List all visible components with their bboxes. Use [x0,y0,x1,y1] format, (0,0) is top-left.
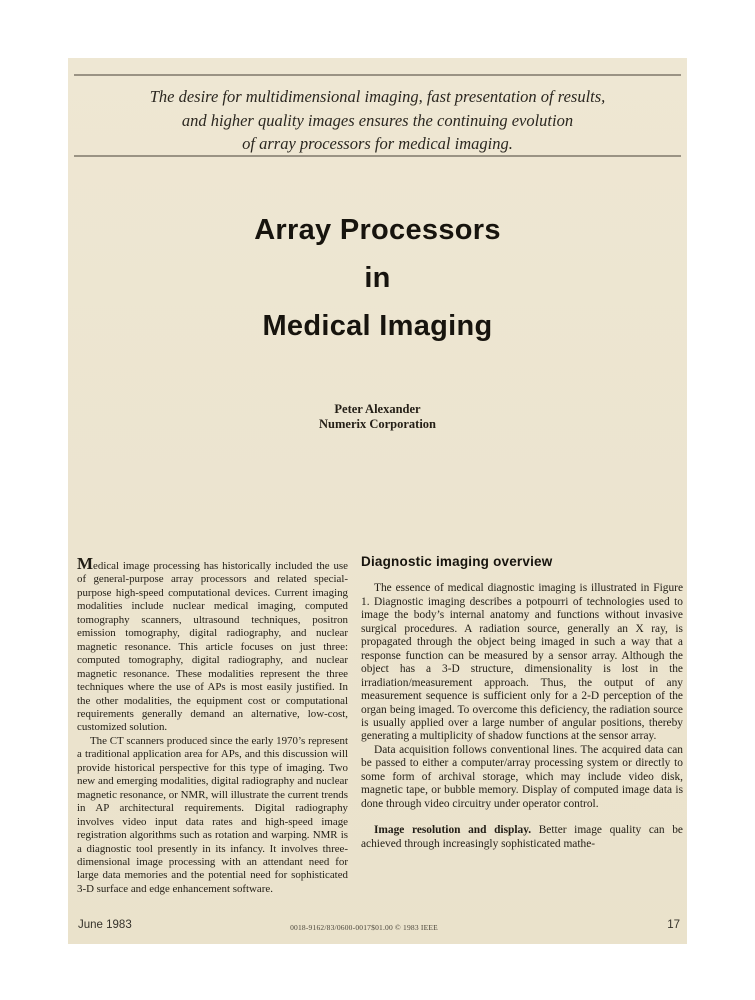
paragraph-bold-lead: Image resolution and display. [374,824,532,837]
drop-cap: M [77,554,94,573]
article-title [68,206,687,350]
epigraph-top-rule [74,74,681,76]
journal-page [68,58,687,944]
section-paragraph-1: The essence of medical diagnostic imaging is illustrated in Figure 1. Diagnostic imaging describes a potpourri of technologies used to image the body’s internal anatomy and functions without invasive surgical procedures. A radiation source, generally an X ray, is propagated through the object being imaged in such a way that a response function can be measured by a sensor array. Although the object has a 3-D structure, dimensionality is lost in the irradiation/measurement approach. Thus, the output of any measurement sequence is sufficient only for a 2-D perception of the organ being imaged. To overcome this deficiency, the radiation source is usually applied over a large number of angular positions, thereby generating a multiplicity of shadow functions at the sensor array. [361,582,683,743]
article-body [77,555,683,896]
section-paragraph-3-text: Better image quality can be achieved through increasingly sophisticated mathe- [361,824,683,850]
epigraph-line: and higher quality images ensures the continuing evolution [181,110,574,130]
epigraph [68,85,687,156]
epigraph-line: The desire for multidimensional imaging, fast presentation of results, [149,87,606,106]
title-line-2: in [364,262,391,294]
section-heading: Diagnostic imaging overview [361,554,553,569]
epigraph-line: of array processors for medical imaging. [242,134,513,153]
right-column [361,555,683,896]
author-affiliation: Numerix Corporation [319,416,436,431]
footer-page-number: 17 [667,919,680,931]
title-line-3: Medical Imaging [262,310,493,342]
page-footer [78,919,680,937]
title-line-1: Array Processors [254,214,501,246]
byline [68,402,687,431]
left-column [77,555,348,896]
intro-paragraph-1-text: edical image processing has historically included the use of general-purpose array processors and related special-purpose high-speed computational devices. Current imaging modalities include nuclear medical imaging, computed tomography scanners, ultrasound techniques, positron emission tomography, digital radiography, and nuclear magnetic resonance. This article focuses on just three: computed tomography, digital radiography, and nuclear magnetic resonance. These modalities represent the three techniques where the use of APs is most easily justified. In the other modalities, the equipment cost or computational requirements generally demand an alternative, low-cost, customized solution. [77,560,348,734]
epigraph-bottom-rule [74,155,681,157]
footer-issue-date: June 1983 [78,919,132,931]
section-paragraph-3 [361,824,683,851]
footer-copyright-line: 0018-9162/83/0600-0017$01.00 © 1983 IEEE [290,923,438,932]
intro-paragraph-2: The CT scanners produced since the early 1970’s represent a traditional application area for APs, and this discussion will provide historical perspective for this type of imaging. Two new and emerging modalities, digital radiography and nuclear magnetic resonance, or NMR, will illustrate the current trends in AP architectural requirements. Digital radiography involves video input data rates and high-speed image registration algorithms such as rotation and warping. NMR is a diagnostic tool presently in its infancy. It involves three-dimensional image processing with an attendant need for large data memories and the potential need for sophisticated 3-D surface and edge enhancement software. [77,734,348,895]
section-paragraph-2: Data acquisition follows conventional lines. The acquired data can be passed to either a computer/array processing system or directly to some form of archival storage, which may include video disk, magnetic tape, or bubble memory. Display of computed image data is done through video circuitry under operator control. [361,743,683,810]
author-name: Peter Alexander [334,402,421,416]
intro-paragraph-1 [77,555,348,735]
